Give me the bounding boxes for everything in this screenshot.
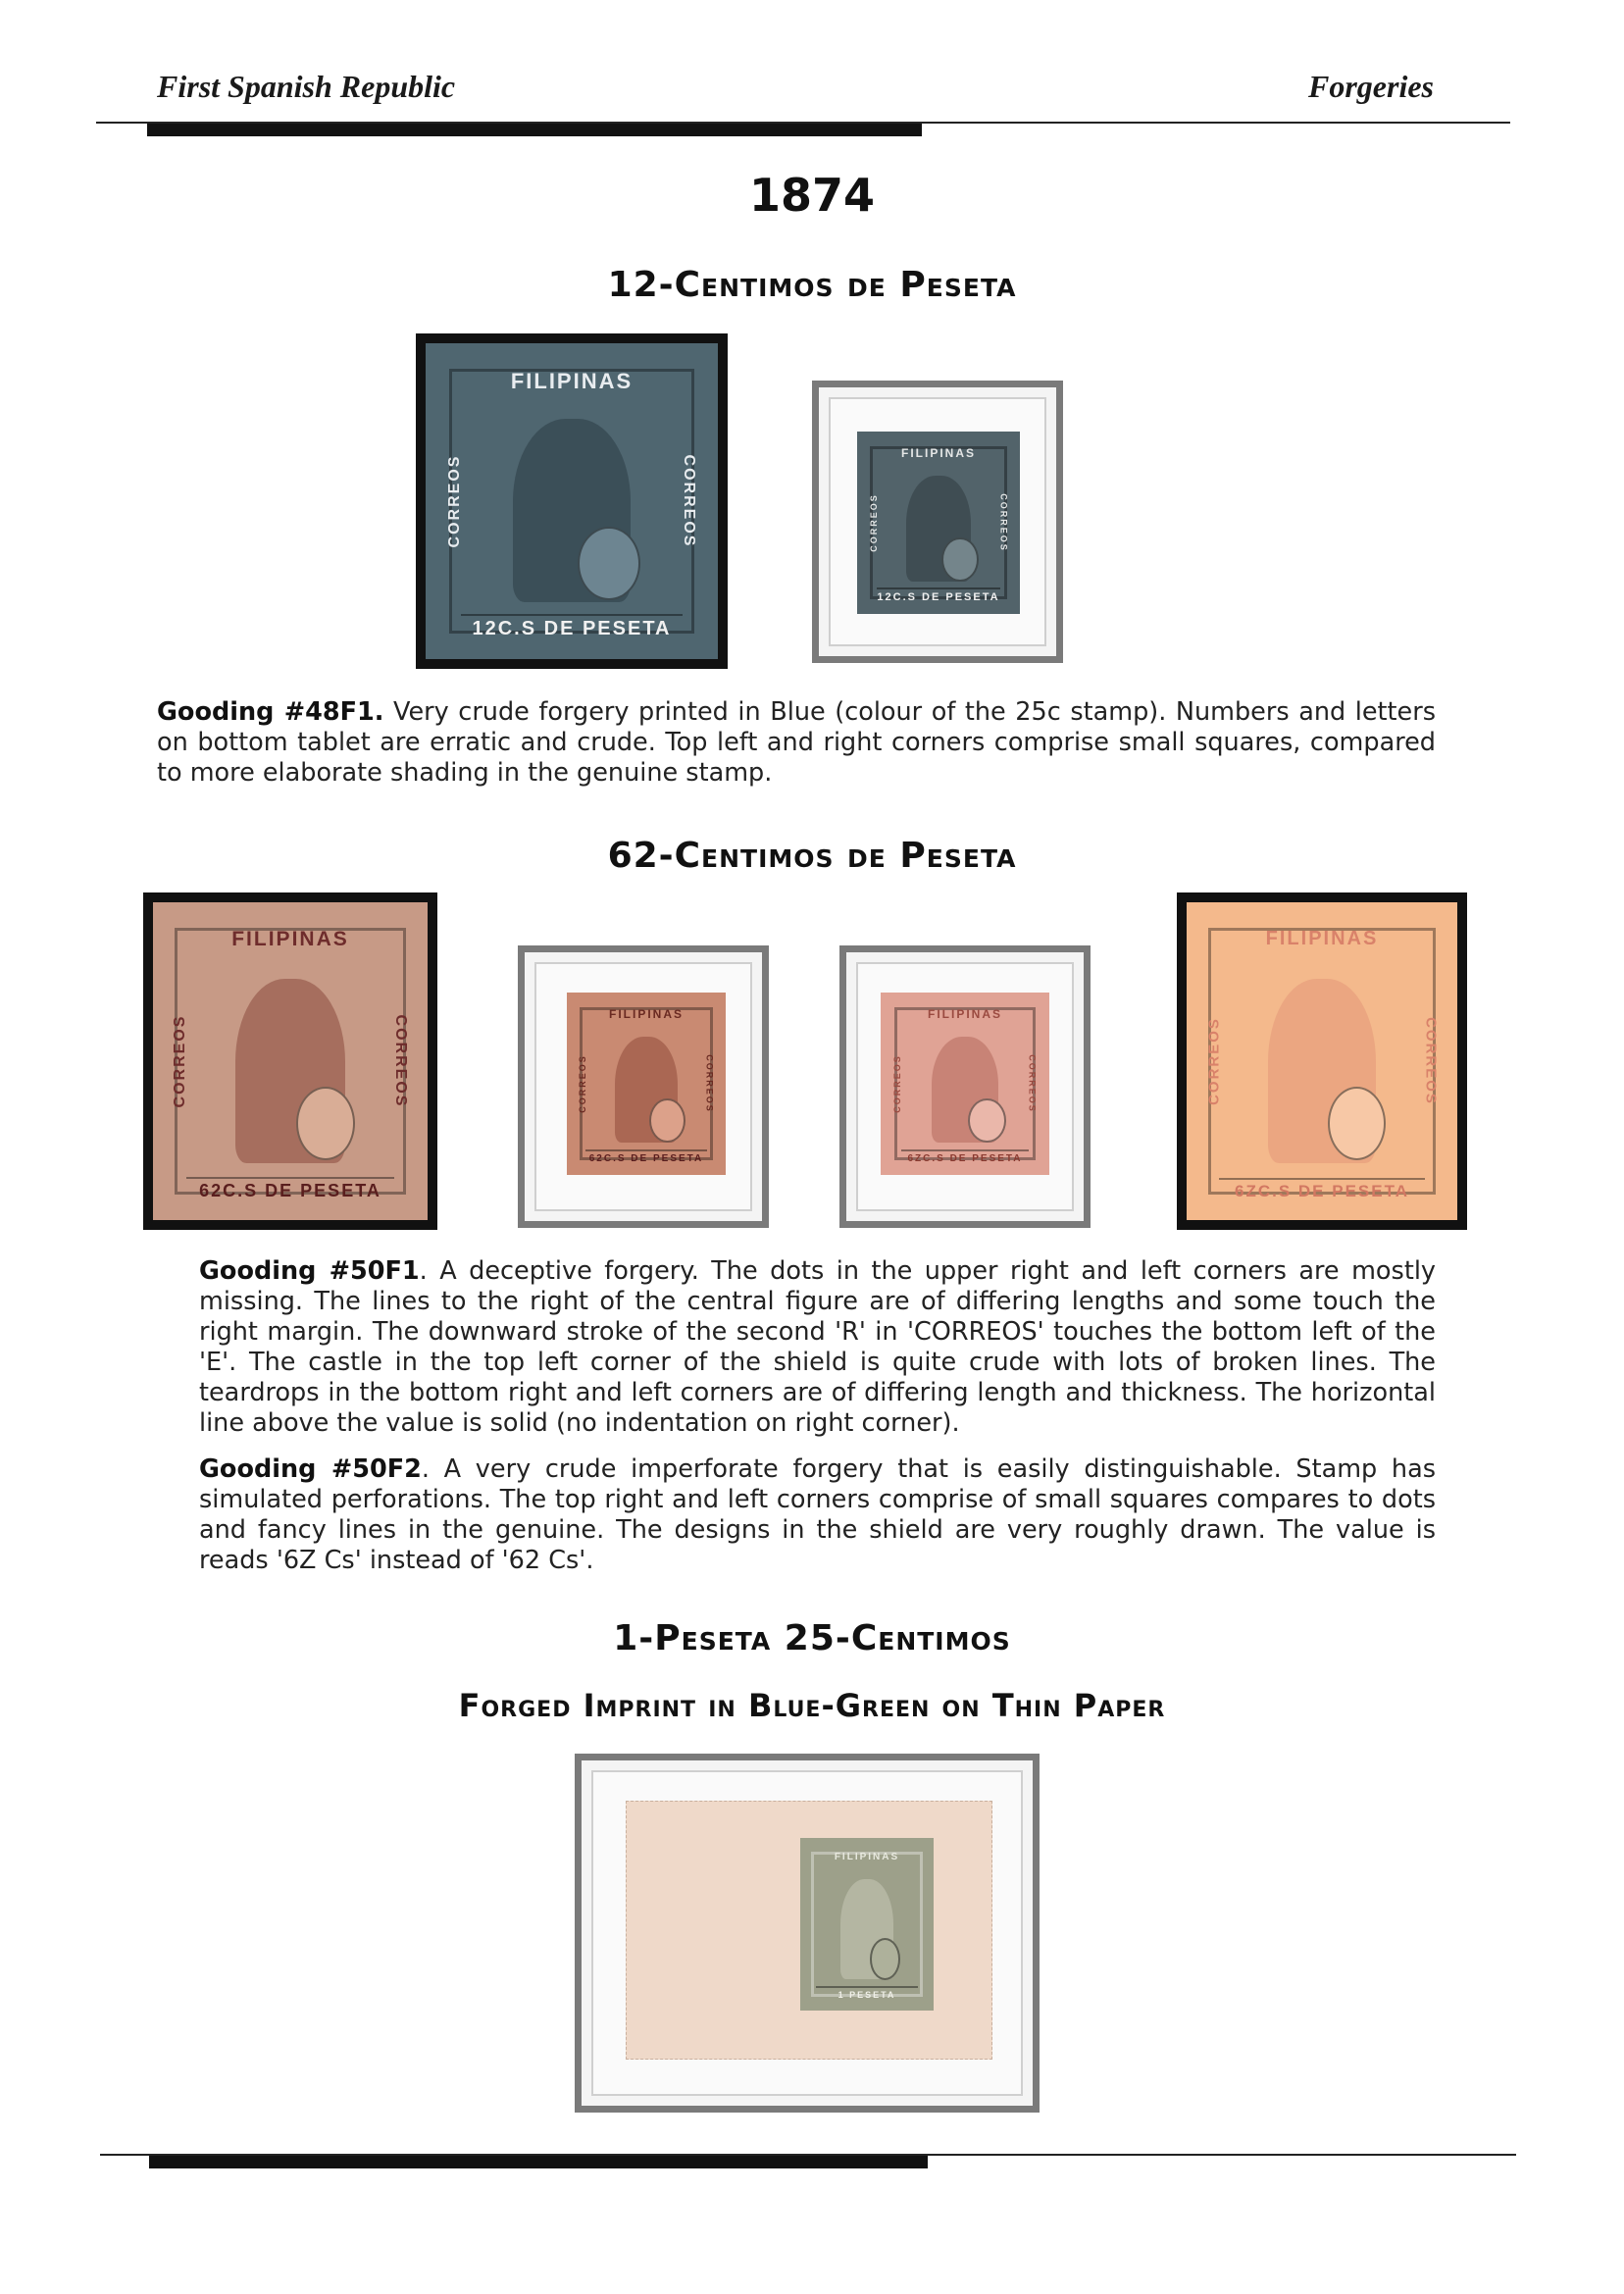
stamp-top-label: FILIPINAS xyxy=(608,1006,684,1021)
stamp-value-label: 62C.S DE PESETA xyxy=(585,1149,706,1164)
stamp-left-label: CORREOS xyxy=(1205,1017,1223,1105)
stamp-shield xyxy=(296,1087,355,1160)
stamp-value-label: 6ZC.S DE PESETA xyxy=(1219,1178,1425,1201)
stamp-left-label: CORREOS xyxy=(868,493,879,552)
stamp-62c-forgery-f1 xyxy=(567,993,726,1175)
stamp-right-label: CORREOS xyxy=(1421,1017,1439,1105)
note-gooding-48f1 xyxy=(157,697,1436,789)
stamp-62c-genuine-reference xyxy=(153,902,428,1220)
stamp-top-label: FILIPINAS xyxy=(927,1006,1002,1021)
stamp-shield xyxy=(649,1098,685,1143)
stamp-top-label: FILIPINAS xyxy=(231,927,349,950)
stamp-shield xyxy=(870,1938,900,1980)
header-right-title: Forgeries xyxy=(1308,69,1434,104)
stamp-left-label: CORREOS xyxy=(578,1054,588,1113)
note-text: . A very crude imperforate forgery that is easily distinguishable. Stamp has simulated perforations. The top right and left corners comprise of small squares compares to dots and fancy lines in the genuine. The designs in the shield are very roughly drawn. The value is reads '6Z Cs' instead of '62 Cs'. xyxy=(199,1454,1436,1575)
note-reference: Gooding #48F1. xyxy=(157,697,384,727)
stamp-12c-forgery-small xyxy=(857,432,1020,614)
note-gooding-50f2 xyxy=(199,1454,1436,1576)
header-rule-thick xyxy=(147,124,922,136)
stamp-shield xyxy=(1328,1087,1386,1160)
note-reference: Gooding #50F1 xyxy=(199,1256,420,1286)
footer-rule-thick xyxy=(149,2156,928,2168)
section-title-62-centimos: 62-Centimos de Peseta xyxy=(607,836,1017,876)
stamp-value-label: 1 PESETA xyxy=(816,1986,917,2000)
stamp-top-label: FILIPINAS xyxy=(1265,927,1379,949)
stamp-value-label: 12C.S DE PESETA xyxy=(461,614,684,640)
stamp-1p25c-forged-imprint xyxy=(800,1838,934,2011)
stamp-shield xyxy=(968,1098,1005,1143)
stamp-right-label: CORREOS xyxy=(681,454,698,548)
header-left-title: First Spanish Republic xyxy=(157,69,456,104)
stamp-shield xyxy=(941,537,978,582)
stamp-62c-forgery-f2-large xyxy=(1187,902,1457,1220)
stamp-value-label: 12C.S DE PESETA xyxy=(877,587,1000,603)
page-year: 1874 xyxy=(748,169,876,222)
note-reference: Gooding #50F2 xyxy=(199,1454,422,1484)
section-title-12-centimos: 12-Centimos de Peseta xyxy=(607,265,1017,305)
stamp-value-label: 6ZC.S DE PESETA xyxy=(901,1149,1030,1164)
stamp-right-label: CORREOS xyxy=(392,1014,409,1108)
stamp-left-label: CORREOS xyxy=(445,454,463,548)
stamp-value-label: 62C.S DE PESETA xyxy=(186,1177,395,1201)
stamp-right-label: CORREOS xyxy=(704,1054,715,1113)
stamp-left-label: CORREOS xyxy=(172,1014,188,1108)
stamp-shield xyxy=(578,527,640,600)
note-text: . A deceptive forgery. The dots in the upper right and left corners are mostly missing. The lines to the right of the central figure are of differing lengths and some touch the right margin. The downward stroke of the second 'R' in 'CORREOS' touches the bottom left of the 'E'. The castle in the top left corner of the shield is quite crude with lots of broken lines. The teardrops in the bottom right and left corners are of differing length and thickness. The horizontal line above the value is solid (no indentation on right corner). xyxy=(199,1256,1436,1438)
note-gooding-50f1 xyxy=(199,1256,1436,1439)
section-subtitle-forged-imprint: Forged Imprint in Blue-Green on Thin Paper xyxy=(458,1687,1166,1724)
stamp-top-label: FILIPINAS xyxy=(510,368,634,393)
stamp-right-label: CORREOS xyxy=(1027,1054,1038,1113)
stamp-12c-forgery-large xyxy=(426,343,718,659)
stamp-top-label: FILIPINAS xyxy=(834,1852,900,1863)
stamp-left-label: CORREOS xyxy=(892,1054,903,1113)
note-text: Very crude forgery printed in Blue (colour of the 25c stamp). Numbers and letters on bottom tablet are erratic and crude. Top left and right corners comprise small squares, compared to more elaborate shading in the genuine stamp. xyxy=(157,697,1436,788)
stamp-62c-forgery-f2-small xyxy=(881,993,1049,1175)
stamp-right-label: CORREOS xyxy=(998,493,1009,552)
section-title-1-peseta-25-centimos: 1-Peseta 25-Centimos xyxy=(613,1618,1011,1658)
stamp-top-label: FILIPINAS xyxy=(900,445,976,460)
